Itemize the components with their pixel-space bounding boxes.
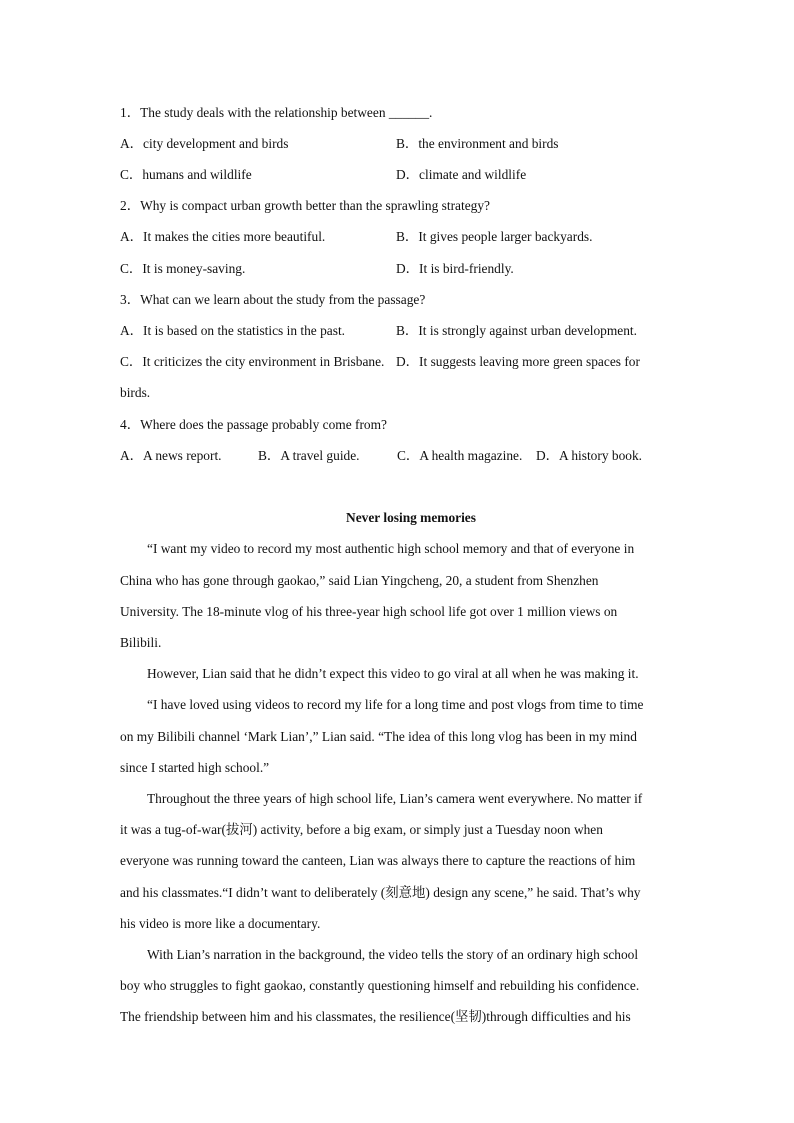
passage-line: boy who struggles to fight gaokao, constantly questioning himself and rebuilding his confidence.: [120, 978, 640, 993]
passage-title: Never losing memories: [346, 510, 476, 525]
question-1-option-c: C．humans and wildlife: [120, 167, 252, 182]
passage-line: With Lian’s narration in the background, the video tells the story of an ordinary high school: [147, 947, 639, 962]
passage-line: China who has gone through gaokao,” said Lian Yingcheng, 20, a student from Shenzhen: [120, 573, 599, 588]
question-2-stem: 2．Why is compact urban growth better than the sprawling strategy?: [120, 198, 490, 213]
passage-line: Throughout the three years of high school life, Lian’s camera went everywhere. No matter if: [147, 791, 643, 806]
passage-line: his video is more like a documentary.: [120, 916, 321, 931]
question-4-option-c: C．A health magazine.: [397, 448, 523, 463]
question-1-option-d: D．climate and wildlife: [396, 167, 527, 182]
question-2-option-d: D．It is bird-friendly.: [396, 261, 514, 276]
question-3-option-d-continued: birds.: [120, 385, 151, 400]
question-2-option-c: C．It is money-saving.: [120, 261, 246, 276]
passage-line: However, Lian said that he didn’t expect this video to go viral at all when he was making it.: [147, 666, 639, 681]
passage-line: Bilibili.: [120, 635, 162, 650]
question-3-option-a: A．It is based on the statistics in the past.: [120, 323, 346, 338]
passage-line: “I want my video to record my most authentic high school memory and that of everyone in: [147, 541, 635, 556]
question-3-stem: 3．What can we learn about the study from the passage?: [120, 292, 426, 307]
question-1-stem: 1．The study deals with the relationship between ______.: [120, 105, 433, 120]
question-2-option-b: B．It gives people larger backyards.: [396, 229, 593, 244]
question-3-option-d: D．It suggests leaving more green spaces for: [396, 354, 640, 369]
passage-line: since I started high school.”: [120, 760, 270, 775]
question-2-option-a: A．It makes the cities more beautiful.: [120, 229, 326, 244]
question-1-option-a: A．city development and birds: [120, 136, 289, 151]
question-4-option-a: A．A news report.: [120, 448, 222, 463]
question-4-stem: 4．Where does the passage probably come from?: [120, 417, 387, 432]
passage-line: everyone was running toward the canteen, Lian was always there to capture the reactions of him: [120, 853, 636, 868]
passage-line: The friendship between him and his classmates, the resilience(坚韧)through difficulties and his: [120, 1009, 631, 1024]
question-3-option-b: B．It is strongly against urban development.: [396, 323, 637, 338]
question-3-option-c: C．It criticizes the city environment in Brisbane.: [120, 354, 385, 369]
passage-line: University. The 18-minute vlog of his three-year high school life got over 1 million views on: [120, 604, 618, 619]
passage-line: “I have loved using videos to record my life for a long time and post vlogs from time to time: [147, 697, 644, 712]
passage-line: and his classmates.“I didn’t want to deliberately (刻意地) design any scene,” he said. That’s why: [120, 885, 641, 900]
question-4-option-d: D．A history book.: [536, 448, 643, 463]
question-4-option-b: B．A travel guide.: [258, 448, 360, 463]
question-1-option-b: B．the environment and birds: [396, 136, 559, 151]
passage-line: it was a tug-of-war(拔河) activity, before a big exam, or simply just a Tuesday noon when: [120, 822, 603, 837]
passage-line: on my Bilibili channel ‘Mark Lian’,” Lian said. “The idea of this long vlog has been in my mind: [120, 729, 637, 744]
